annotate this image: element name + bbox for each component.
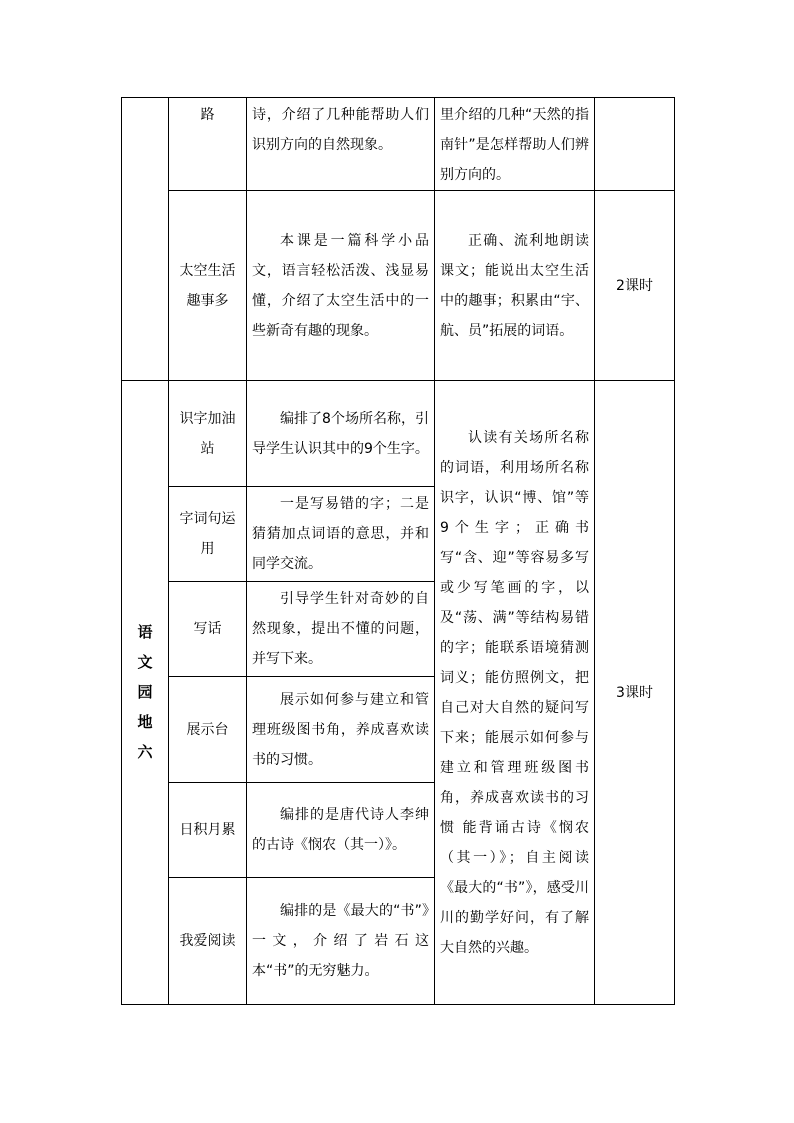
- unit-cell: [122, 381, 169, 1005]
- lesson-title: 太空生活趣事多: [169, 191, 247, 381]
- lesson-hours: [595, 98, 675, 191]
- unit-title: 语文园地六: [137, 623, 153, 761]
- table-row: [122, 98, 675, 191]
- unit-goal: 认读有关场所名称的词语，利用场所名称识字，认识“博、馆”等9个生字；正确书写“含、迎”等容易多写或少写笔画的字，以及“荡、满”等结构易错的字；能联系语境猜测词义；能仿照例文，把自己对大自然的疑问写下来；能展示如何参与建立和管理班级图书角，养成喜欢读书的习惯 能背诵古诗《悯农（其一）》；自主阅读《最大的“书”》，感受川川的勤学好问，有了解大自然的兴趣。: [435, 381, 595, 1005]
- lesson-title: 我爱阅读: [169, 878, 247, 1005]
- lesson-content: 本课是一篇科学小品文，语言轻松活泼、浅显易懂，介绍了太空生活中的一些新奇有趣的现象。: [247, 191, 435, 381]
- lesson-hours: 2课时: [595, 191, 675, 381]
- lesson-title: 识字加油站: [169, 381, 247, 487]
- unit-hours: 3课时: [595, 381, 675, 1005]
- table-row: [122, 381, 675, 487]
- lesson-content: 展示如何参与建立和管理班级图书角，养成喜欢读书的习惯。: [247, 677, 435, 783]
- lesson-title: 日积月累: [169, 783, 247, 878]
- lesson-title: 写话: [169, 582, 247, 677]
- lesson-content: 编排的是《最大的“书”》一文，介绍了岩石这本“书”的无穷魅力。: [247, 878, 435, 1005]
- lesson-content: 编排了8个场所名称，引导学生认识其中的9个生字。: [247, 381, 435, 487]
- lesson-title: 展示台: [169, 677, 247, 783]
- lesson-title: 字词句运用: [169, 487, 247, 582]
- lesson-content: 引导学生针对奇妙的自然现象，提出不懂的问题，并写下来。: [247, 582, 435, 677]
- lesson-content: 诗，介绍了几种能帮助人们识别方向的自然现象。: [247, 98, 435, 191]
- lesson-title: 路: [169, 98, 247, 191]
- lesson-goal: 里介绍的几种“天然的指南针”是怎样帮助人们辨别方向的。: [435, 98, 595, 191]
- unit-cell-empty: [122, 98, 169, 381]
- lesson-goal: 正确、流利地朗读课文；能说出太空生活中的趣事；积累由“宇、航、员”拓展的词语。: [435, 191, 595, 381]
- table-row: [122, 191, 675, 381]
- lesson-content: 编排的是唐代诗人李绅的古诗《悯农（其一）》。: [247, 783, 435, 878]
- lesson-content: 一是写易错的字；二是猜猜加点词语的意思，并和同学交流。: [247, 487, 435, 582]
- curriculum-table: [121, 97, 675, 1005]
